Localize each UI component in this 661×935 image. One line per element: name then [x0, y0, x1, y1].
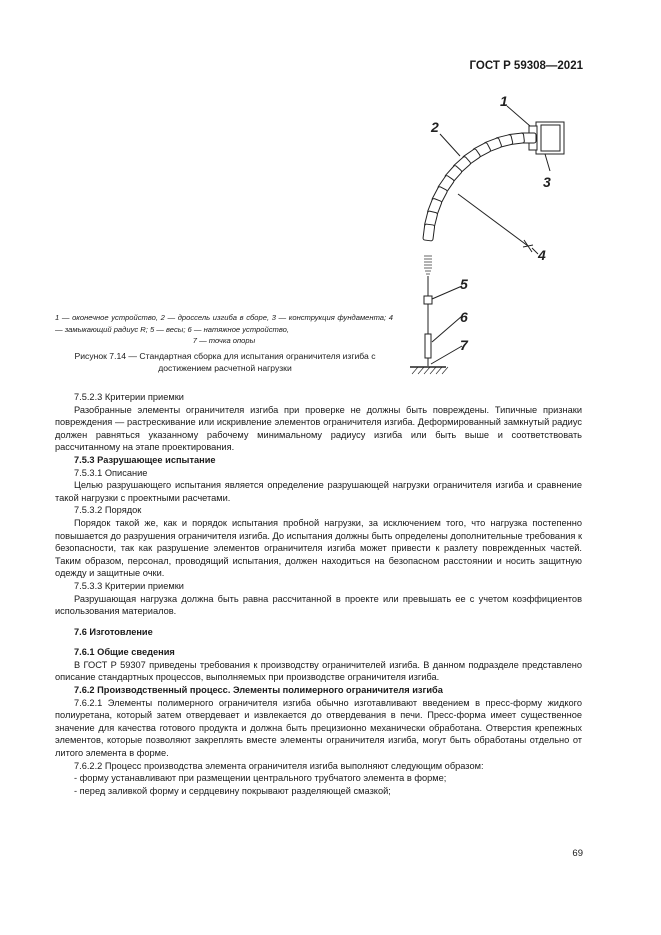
section-heading: 7.6 Изготовление	[74, 626, 153, 637]
figure-legend	[55, 312, 393, 347]
para: 7.6.2.1 Элементы полимерного ограничителя изгиба обычно изготавливают введением в пресс-форму жидкого полиуретана, который затем отвердевает и извлекается до отвердевания в печи. Пресс-форма имеет существенное значение для качества готового продукта и должна быть прецизионно механически обработана. Отверстия крепежных элементов, которые позволяют закреплять вместе элементы ограничителя изгиба, могут быть обработаны отдельно от литого элемента в форме.	[55, 697, 582, 759]
para: В ГОСТ Р 59307 приведены требования к производству ограничителей изгиба. В данном подразделе представлено описание стандартных процессов, выполняемых при производстве ограничителя изгиба.	[55, 659, 582, 683]
list-item: - перед заливкой форму и сердцевину покрывают разделяющей смазкой;	[74, 785, 391, 796]
para: 7.5.3.2 Порядок	[74, 505, 142, 516]
callout-2: 2	[431, 119, 439, 135]
list-item: - форму устанавливают при размещении центрального трубчатого элемента в форме;	[74, 773, 447, 784]
section-heading: 7.6.2 Производственный процесс. Элементы полимерного ограничителя изгиба	[74, 685, 443, 696]
para: 7.5.2.3 Критерии приемки	[74, 392, 184, 402]
para: 7.5.3.1 Описание	[74, 467, 148, 478]
callout-4: 4	[538, 247, 546, 263]
legend-line-1: 1 — оконечное устройство, 2 — дроссель изгиба в сборе, 3 — конструкция фундамента; 4 — замыкающий радиус R; 5 — весы; 6 — натяжное устройство,	[55, 313, 393, 334]
callout-1: 1	[500, 93, 508, 109]
callout-7: 7	[460, 337, 468, 353]
para: Порядок такой же, как и порядок испытания пробной нагрузки, за исключением того, что нагрузка постепенно повышается до разрушения ограничителя изгиба. До испытания должны быть определены дополнительные требования к безопасности, так как разрушение элементов ограничителя изгиба может привести к разлету поврежденных частей. Таким образом, персонал, проводящий испытания, должен находиться на безопасном расстоянии и носить защитную одежду и защитные очки.	[55, 517, 582, 579]
document-header: ГОСТ Р 59308—2021	[469, 60, 583, 72]
section-heading: 7.6.1 Общие сведения	[74, 647, 175, 658]
page-number: 69	[572, 848, 583, 859]
para: Разобранные элементы ограничителя изгиба при проверке не должны быть повреждены. Типичные признаки повреждения — растрескивание или искривление элементов ограничителя изгиба. Деформированный замкнутый радиус должен равняться указанному рабочему минимальному радиусу изгиба или быть выше и соответствовать рассчитанному на этапе проектирования.	[55, 404, 582, 453]
legend-line-2: 7 — точка опоры	[192, 336, 256, 345]
figure-caption: Рисунок 7.14 — Стандартная сборка для испытания ограничителя изгиба с достижением расчетной нагрузки	[74, 351, 376, 373]
para: Целью разрушающего испытания является определение разрушающей нагрузки ограничителя изгиба и сравнение такой нагрузки с проектными расчетами.	[55, 480, 582, 503]
callout-3: 3	[543, 174, 551, 190]
callout-5: 5	[460, 276, 468, 292]
para: Разрушающая нагрузка должна быть равна рассчитанной в проекте или превышать ее с учетом коэффициентов использования материалов.	[55, 593, 582, 617]
body-text	[55, 391, 582, 797]
section-heading: 7.5.3 Разрушающее испытание	[74, 454, 216, 465]
para: 7.5.3.3 Критерии приемки	[74, 580, 184, 591]
restrictor-element	[423, 224, 435, 241]
bend-restrictor-test-figure	[398, 86, 588, 378]
para: 7.6.2.2 Процесс производства элемента ограничителя изгиба выполняют следующим образом:	[74, 760, 484, 771]
callout-6: 6	[460, 309, 468, 325]
